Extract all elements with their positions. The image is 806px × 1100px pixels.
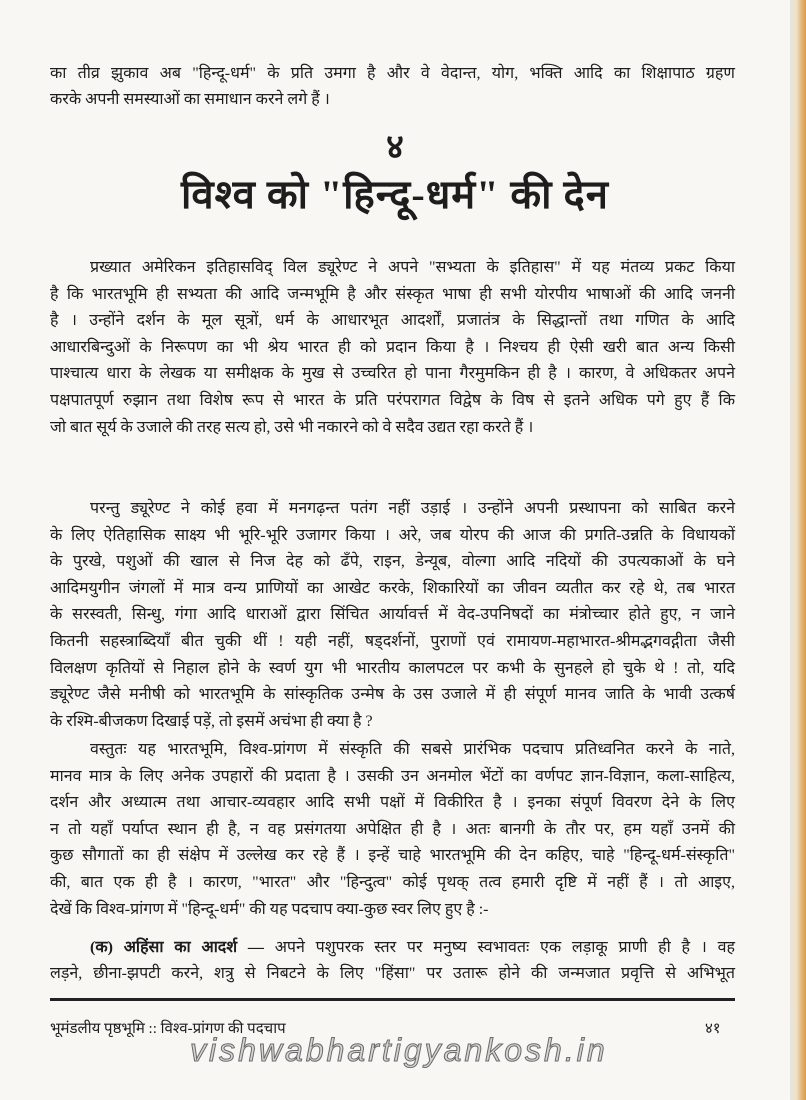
paragraph-line: प्रख्यात अमेरिकन इतिहासविद् विल ड्यूरेण्ट ने अपने "सभ्यता के इतिहास" में यह मंतव्य प्रकट किया	[90, 259, 735, 276]
paragraph-line: कुछ सौगातों का ही संक्षेप में उल्लेख कर रहे हैं । इन्हें चाहे भारतभूमि की देन कहिए, चाहे "हिन्दू-धर्म-संस्कृति"	[50, 847, 735, 865]
intro-line: करके अपनी समस्याओं का समाधान करने लगे हैं ।	[50, 91, 330, 108]
paragraph-line: के रश्मि-बीजकण दिखाई पड़ें, तो इसमें अचंभा ही क्या है ?	[50, 712, 373, 730]
section-line	[90, 936, 735, 960]
section-text: अपने पशुपरक स्तर पर मनुष्य स्वभावतः एक लड़ाकू प्राणी ही है । वह	[274, 939, 736, 956]
paragraph-line: दर्शन और अध्यात्म तथा आचार-व्यवहार आदि सभी पक्षों में विकीरित है । इनका संपूर्ण विवरण देने के लिए	[50, 794, 735, 812]
intro-line: का तीव्र झुकाव अब "हिन्दू-धर्म" के प्रति उमगा है और वे वेदान्त, योग, भक्ति आदि का शिक्षापाठ ग्रहण	[50, 65, 735, 82]
paragraph-line: वस्तुतः यह भारतभूमि, विश्व-प्रांगण में संस्कृति की सबसे प्रारंभिक पदचाप प्रतिध्वनित करने के नाते,	[90, 741, 735, 758]
paragraph-line: पक्षपातपूर्ण रुझान तथा विशेष रूप से भारत के प्रति परंपरागत विद्वेष के विष से इतने अधिक पगे हुए हैं कि	[50, 392, 735, 409]
chapter-title: विश्व को "हिन्दू-धर्म" की देन	[181, 172, 609, 217]
paragraph-line: मानव मात्र के लिए अनेक उपहारों की प्रदाता है । उसकी उन अनमोल भेंटों का वर्णपट ज्ञान-विज्ञान, कला-साहित्य,	[50, 767, 735, 785]
paragraph-line: परन्तु ड्यूरेण्ट ने कोई हवा में मनगढ़न्त पतंग नहीं उड़ाई । उन्होंने अपनी प्रस्थापना को साबित करने	[90, 500, 735, 517]
paragraph-line: देखें कि विश्व-प्रांगण में "हिन्दू-धर्म" की यह पदचाप क्या-कुछ स्वर लिए हुए है :-	[50, 900, 489, 918]
chapter-number: ४	[386, 129, 404, 166]
paragraph-line: आदिमयुगीन जंगलों में मात्र वन्य प्राणियों का आखेट करके, शिकारियों का जीवन व्यतीत कर रहे थे, तब भारत	[50, 579, 735, 597]
paragraph-line: पाश्चात्य धारा के लेखक या समीक्षक के मुख से उच्चरित हो पाना गैरमुमकिन ही है । कारण, वे अधिकतर अपने	[50, 365, 735, 383]
paragraph-line: जो बात सूर्य के उजाले की तरह सत्य हो, उसे भी नकारने को वे सदैव उद्यत रहा करते हैं ।	[50, 418, 534, 436]
adjacent-page-edge	[790, 0, 806, 1100]
paragraph-line: के सरस्वती, सिन्धु, गंगा आदि धाराओं द्वारा सिंचित आर्यावर्त्त में वेद-उपनिषदों का मंत्रोच्चार होते हुए, न जाने	[50, 606, 735, 624]
paragraph-line: ड्यूरेण्ट जैसे मनीषी को भारतभूमि के सांस्कृतिक उन्मेष के उस उजाले में ही संपूर्ण मानव जाति के भावी उत्कर्ष	[50, 686, 735, 704]
paragraph-line: है । उन्होंने दर्शन के मूल सूत्रों, धर्म के आधारभूत आदर्शों, प्रजातंत्र के सिद्धान्तों तथा गणित के आदि	[50, 312, 735, 330]
paragraph-line: कितनी सहस्त्राब्दियाँ बीत चुकी थीं ! यही नहीं, षड्दर्शनों, पुराणों एवं रामायण-महाभारत-श्रीमद्भगवद्गीता जैसी	[50, 633, 735, 650]
paragraph-line: के पुरखे, पशुओं की खाल से निज देह को ढँपे, राइन, डेन्यूब, वोल्गा आदि नदियों की उपत्यकाओं के घने	[50, 553, 735, 571]
paragraph-line: है कि भारतभूमि ही सभ्यता की आदि जन्मभूमि है और संस्कृत भाषा ही सभी योरपीय भाषाओं की आदि जननी	[50, 285, 735, 303]
paragraph-line: के लिए ऐतिहासिक साक्ष्य भी भूरि-भूरि उजागर किया । अरे, जब योरप की आज की प्रगति-उन्नति के विधायकों	[50, 526, 735, 544]
watermark: vishwabhartigyankosh.in	[190, 1032, 608, 1068]
footer-rule	[50, 998, 735, 1001]
section-line: लड़ने, छीना-झपटी करने, शत्रु से निबटने के लिए "हिंसा" पर उतारू होने की जन्मजात प्रवृत्ति से अभिभूत	[50, 965, 735, 982]
page-number: ४१	[705, 1021, 721, 1037]
running-title: भूमंडलीय पृष्ठभूमि :: विश्व-प्रांगण की पदचाप	[50, 1021, 286, 1037]
paragraph-line: आधारबिन्दुओं के निरूपण का भी श्रेय भारत ही को प्रदान किया है । निश्चय ही ऐसी खरी बात अन्य किसी	[50, 338, 735, 356]
paragraph-line: न तो यहाँ पर्याप्त स्थान ही है, न वह प्रसंगतया अपेक्षित ही है । अतः बानगी के तौर पर, हम यहाँ उनमें की	[50, 820, 735, 838]
paragraph-line: की, बात एक ही है । कारण, "भारत" और "हिन्दुत्व" कोई पृथक् तत्व हमारी दृष्टि में नहीं हैं । तो आइए,	[50, 874, 735, 891]
paragraph-line: विलक्षण कृतियों से निहाल होने के स्वर्ण युग भी भारतीय कालपटल पर कभी के सुनहले हो चुके थे ! तो, यदि	[50, 659, 735, 677]
section-heading: (क) अहिंसा का आदर्श —	[90, 939, 264, 956]
